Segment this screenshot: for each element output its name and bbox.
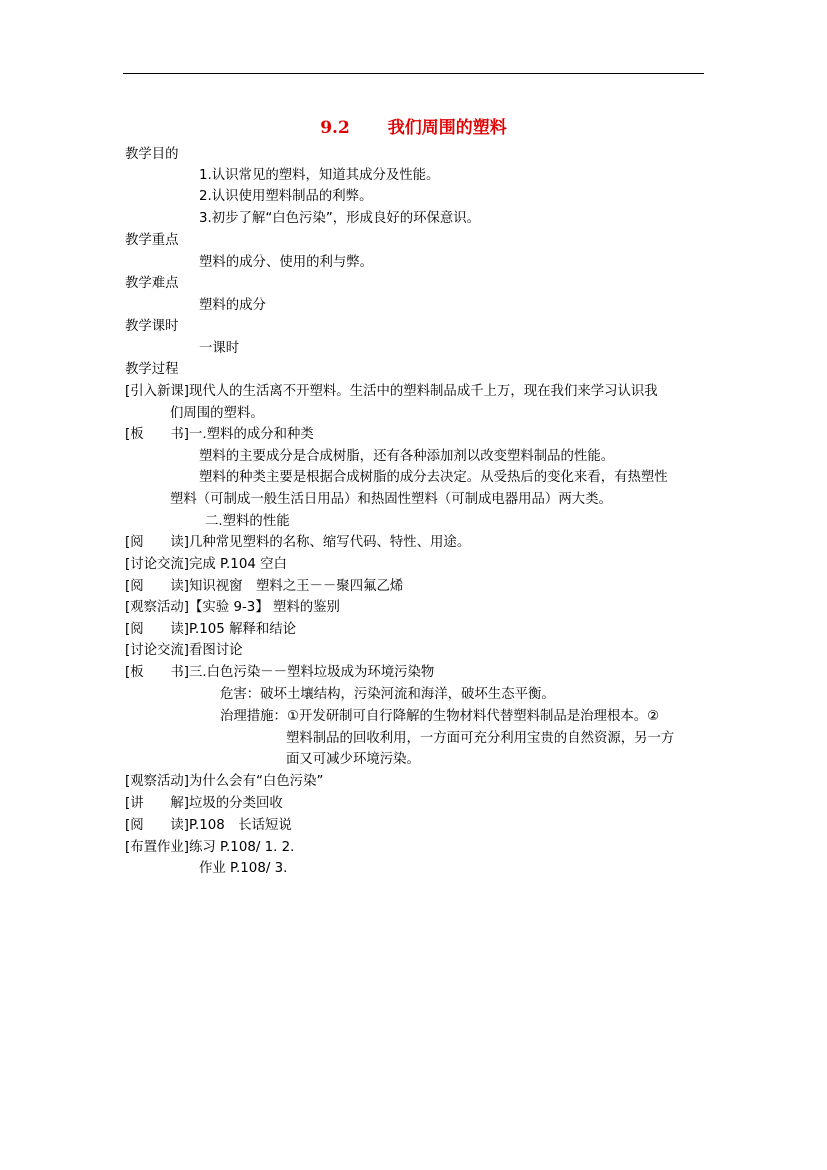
- process-line: [125, 425, 314, 445]
- objective-item: 1.认识常见的塑料，知道其成分及性能。: [199, 168, 440, 183]
- process-tag: [布置作业]: [125, 840, 190, 855]
- objectives-heading: 教学目的: [125, 147, 179, 162]
- process-text: 为什么会有“白色污染”: [189, 774, 324, 789]
- process-heading: 教学过程: [125, 362, 179, 377]
- process-line: 塑料的种类主要是根据合成树脂的成分去决定。从受热后的变化来看，有热塑性: [199, 470, 668, 485]
- key-points-text: 塑料的成分、使用的利与弊。: [199, 255, 374, 270]
- process-line: 塑料的主要成分是合成树脂，还有各种添加剂以改变塑料制品的性能。: [199, 449, 615, 464]
- process-line: 治理措施：①开发研制可自行降解的生物材料代替塑料制品是治理根本。②: [220, 709, 660, 724]
- lesson-name: 我们周围的塑料: [387, 118, 507, 138]
- process-line: [125, 620, 296, 640]
- process-text: P.105 解释和结论: [189, 622, 297, 637]
- process-text: 看图讨论: [189, 643, 243, 658]
- difficulties-text: 塑料的成分: [199, 298, 266, 313]
- process-text: 现代人的生活离不开塑料。生活中的塑料制品成千上万，现在我们来学习认识我: [189, 384, 658, 399]
- process-tag: [观察活动]: [125, 600, 190, 615]
- process-line: [125, 663, 434, 683]
- process-tag: [引入新课]: [125, 384, 190, 399]
- process-line: [125, 598, 340, 618]
- process-line: 面又可减少环境污染。: [286, 752, 420, 767]
- process-line: [125, 772, 323, 792]
- process-tag: [观察活动]: [125, 774, 190, 789]
- objective-item: 2.认识使用塑料制品的利弊。: [199, 189, 373, 204]
- objective-item: 3.初步了解“白色污染”，形成良好的环保意识。: [199, 211, 481, 226]
- process-tag: [阅 读]: [125, 535, 190, 550]
- process-tag: [板 书]: [125, 665, 190, 680]
- process-line: [125, 816, 292, 836]
- hours-heading: 教学课时: [125, 319, 179, 334]
- process-text: 完成 P.104 空白: [189, 557, 287, 572]
- process-tag: [阅 读]: [125, 818, 190, 833]
- process-text: 三.白色污染－－塑料垃圾成为环境污染物: [189, 665, 435, 680]
- process-tag: [讨论交流]: [125, 557, 190, 572]
- process-line: 危害：破坏土壤结构，污染河流和海洋，破坏生态平衡。: [220, 687, 555, 702]
- process-line: [125, 794, 283, 814]
- process-tag: [板 书]: [125, 427, 190, 442]
- process-tag: [阅 读]: [125, 579, 190, 594]
- difficulties-heading: 教学难点: [125, 276, 179, 291]
- process-tag: [讲 解]: [125, 796, 190, 811]
- process-line: [125, 382, 658, 402]
- process-tag: [讨论交流]: [125, 643, 190, 658]
- process-text: 练习 P.108/ 1. 2.: [189, 840, 295, 855]
- process-line: [125, 555, 287, 575]
- process-line: 二.塑料的性能: [205, 514, 290, 529]
- process-line: [125, 641, 243, 661]
- process-line: 作业 P.108/ 3.: [199, 861, 288, 876]
- process-text: 垃圾的分类回收: [189, 796, 283, 811]
- process-tag: [阅 读]: [125, 622, 190, 637]
- header-rule: [123, 73, 704, 74]
- lesson-number: 9.2: [320, 118, 350, 138]
- process-text: 一.塑料的成分和种类: [189, 427, 314, 442]
- process-line: 们周围的塑料。: [170, 406, 264, 421]
- process-line: 塑料（可制成一般生活日用品）和热固性塑料（可制成电器用品）两大类。: [170, 492, 612, 507]
- key-points-heading: 教学重点: [125, 233, 179, 248]
- lesson-title: [0, 113, 827, 138]
- hours-text: 一课时: [199, 341, 240, 356]
- process-line: [125, 577, 403, 597]
- process-text: 几种常见塑料的名称、缩写代码、特性、用途。: [189, 535, 471, 550]
- process-text: 【实验 9-3】 塑料的鉴别: [189, 600, 340, 615]
- process-line: 塑料制品的回收利用，一方面可充分利用宝贵的自然资源，另一方: [286, 731, 675, 746]
- process-text: 知识视窗 塑料之王－－聚四氟乙烯: [189, 579, 404, 594]
- process-line: [125, 838, 294, 858]
- process-text: P.108 长话短说: [189, 818, 292, 833]
- process-line: [125, 533, 470, 553]
